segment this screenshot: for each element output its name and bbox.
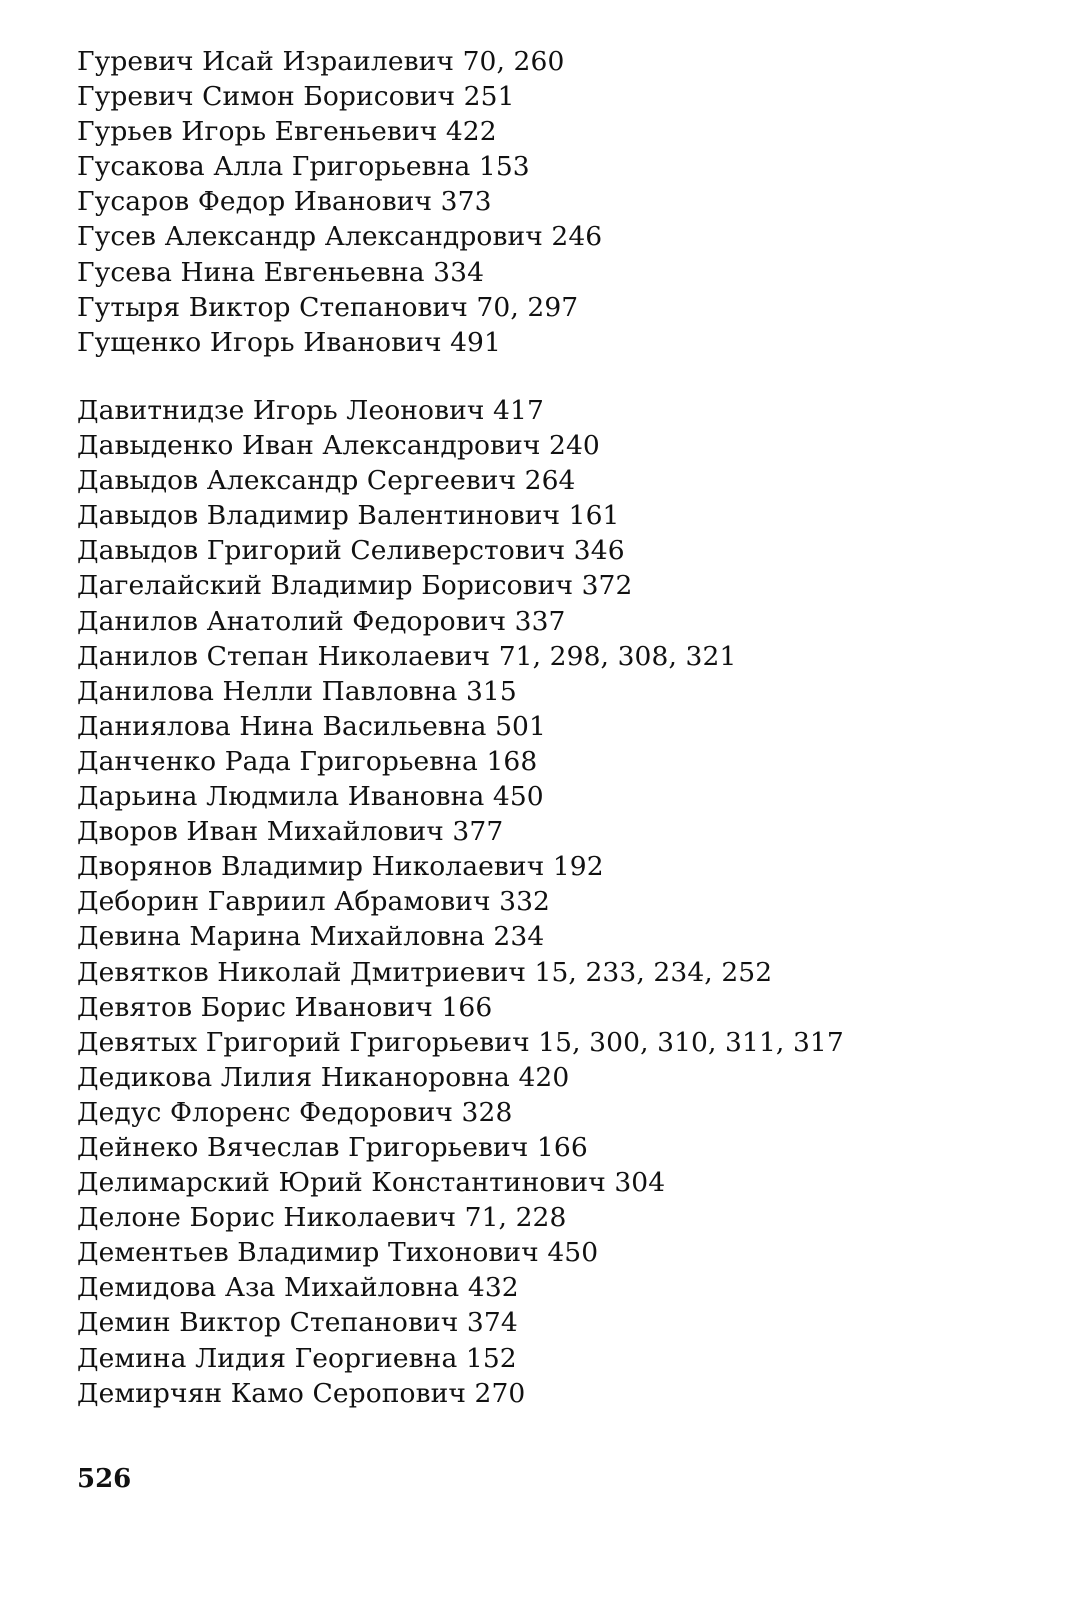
index-entry: Давитнидзе Игорь Леонович 417 — [77, 395, 544, 426]
index-entry: Давыдов Григорий Селиверстович 346 — [77, 535, 625, 567]
index-entry: Дагелайский Владимир Борисович 372 — [77, 570, 633, 602]
index-entry: Делимарский Юрий Константинович 304 — [77, 1167, 666, 1199]
index-entry: Демин Виктор Степанович 374 — [77, 1307, 518, 1339]
index-entry: Гусев Александр Александрович 246 — [77, 221, 603, 253]
index-entry: Гусаров Федор Иванович 373 — [77, 186, 492, 218]
index-entry: Давыдов Владимир Валентинович 161 — [77, 500, 620, 532]
index-entry: Данилов Анатолий Федорович 337 — [77, 605, 566, 637]
index-entry: Девятых Григорий Григорьевич 15, 300, 310, 311, 317 — [77, 1026, 844, 1058]
index-entry: Демина Лидия Георгиевна 152 — [77, 1342, 517, 1374]
index-section-d — [77, 393, 1067, 1411]
index-entry: Гусакова Алла Григорьевна 153 — [77, 151, 530, 183]
index-entry: Дементьев Владимир Тихонович 450 — [77, 1237, 599, 1269]
index-entry: Дарьина Людмила Ивановна 450 — [77, 781, 544, 813]
index-entry: Девятов Борис Иванович 166 — [77, 991, 493, 1023]
index-entry: Гуревич Исай Израилевич 70, 260 — [77, 46, 565, 77]
index-entry: Гутыря Виктор Степанович 70, 297 — [77, 291, 579, 323]
index-entry: Девятков Николай Дмитриевич 15, 233, 234, 252 — [77, 956, 773, 988]
index-entry: Дворов Иван Михайлович 377 — [77, 816, 504, 848]
index-entry: Давыденко Иван Александрович 240 — [77, 430, 600, 462]
index-entry: Дворянов Владимир Николаевич 192 — [77, 851, 604, 883]
index-entry: Данченко Рада Григорьевна 168 — [77, 745, 538, 777]
index-entry: Деборин Гавриил Абрамович 332 — [77, 886, 551, 918]
index-entry: Гусева Нина Евгеньевна 334 — [77, 256, 485, 288]
index-entry: Дедикова Лилия Никаноровна 420 — [77, 1061, 570, 1093]
index-entry: Гурьев Игорь Евгеньевич 422 — [77, 116, 497, 148]
index-entry: Девина Марина Михайловна 234 — [77, 921, 545, 953]
index-entry: Гуревич Симон Борисович 251 — [77, 81, 515, 113]
index-entry: Данилов Степан Николаевич 71, 298, 308, 321 — [77, 640, 737, 672]
index-section-g — [77, 44, 1067, 360]
index-entry: Гущенко Игорь Иванович 491 — [77, 326, 501, 358]
index-entry: Данилова Нелли Павловна 315 — [77, 675, 517, 707]
page-number: 526 — [77, 1464, 132, 1494]
index-entry: Дейнеко Вячеслав Григорьевич 166 — [77, 1131, 588, 1163]
index-entry: Давыдов Александр Сергеевич 264 — [77, 465, 576, 497]
index-entry: Делоне Борис Николаевич 71, 228 — [77, 1202, 567, 1234]
index-entry: Демидова Аза Михайловна 432 — [77, 1272, 519, 1304]
index-entry: Демирчян Камо Серопович 270 — [77, 1377, 526, 1409]
index-entry: Даниялова Нина Васильевна 501 — [77, 710, 546, 742]
index-entry: Дедус Флоренс Федорович 328 — [77, 1096, 513, 1128]
